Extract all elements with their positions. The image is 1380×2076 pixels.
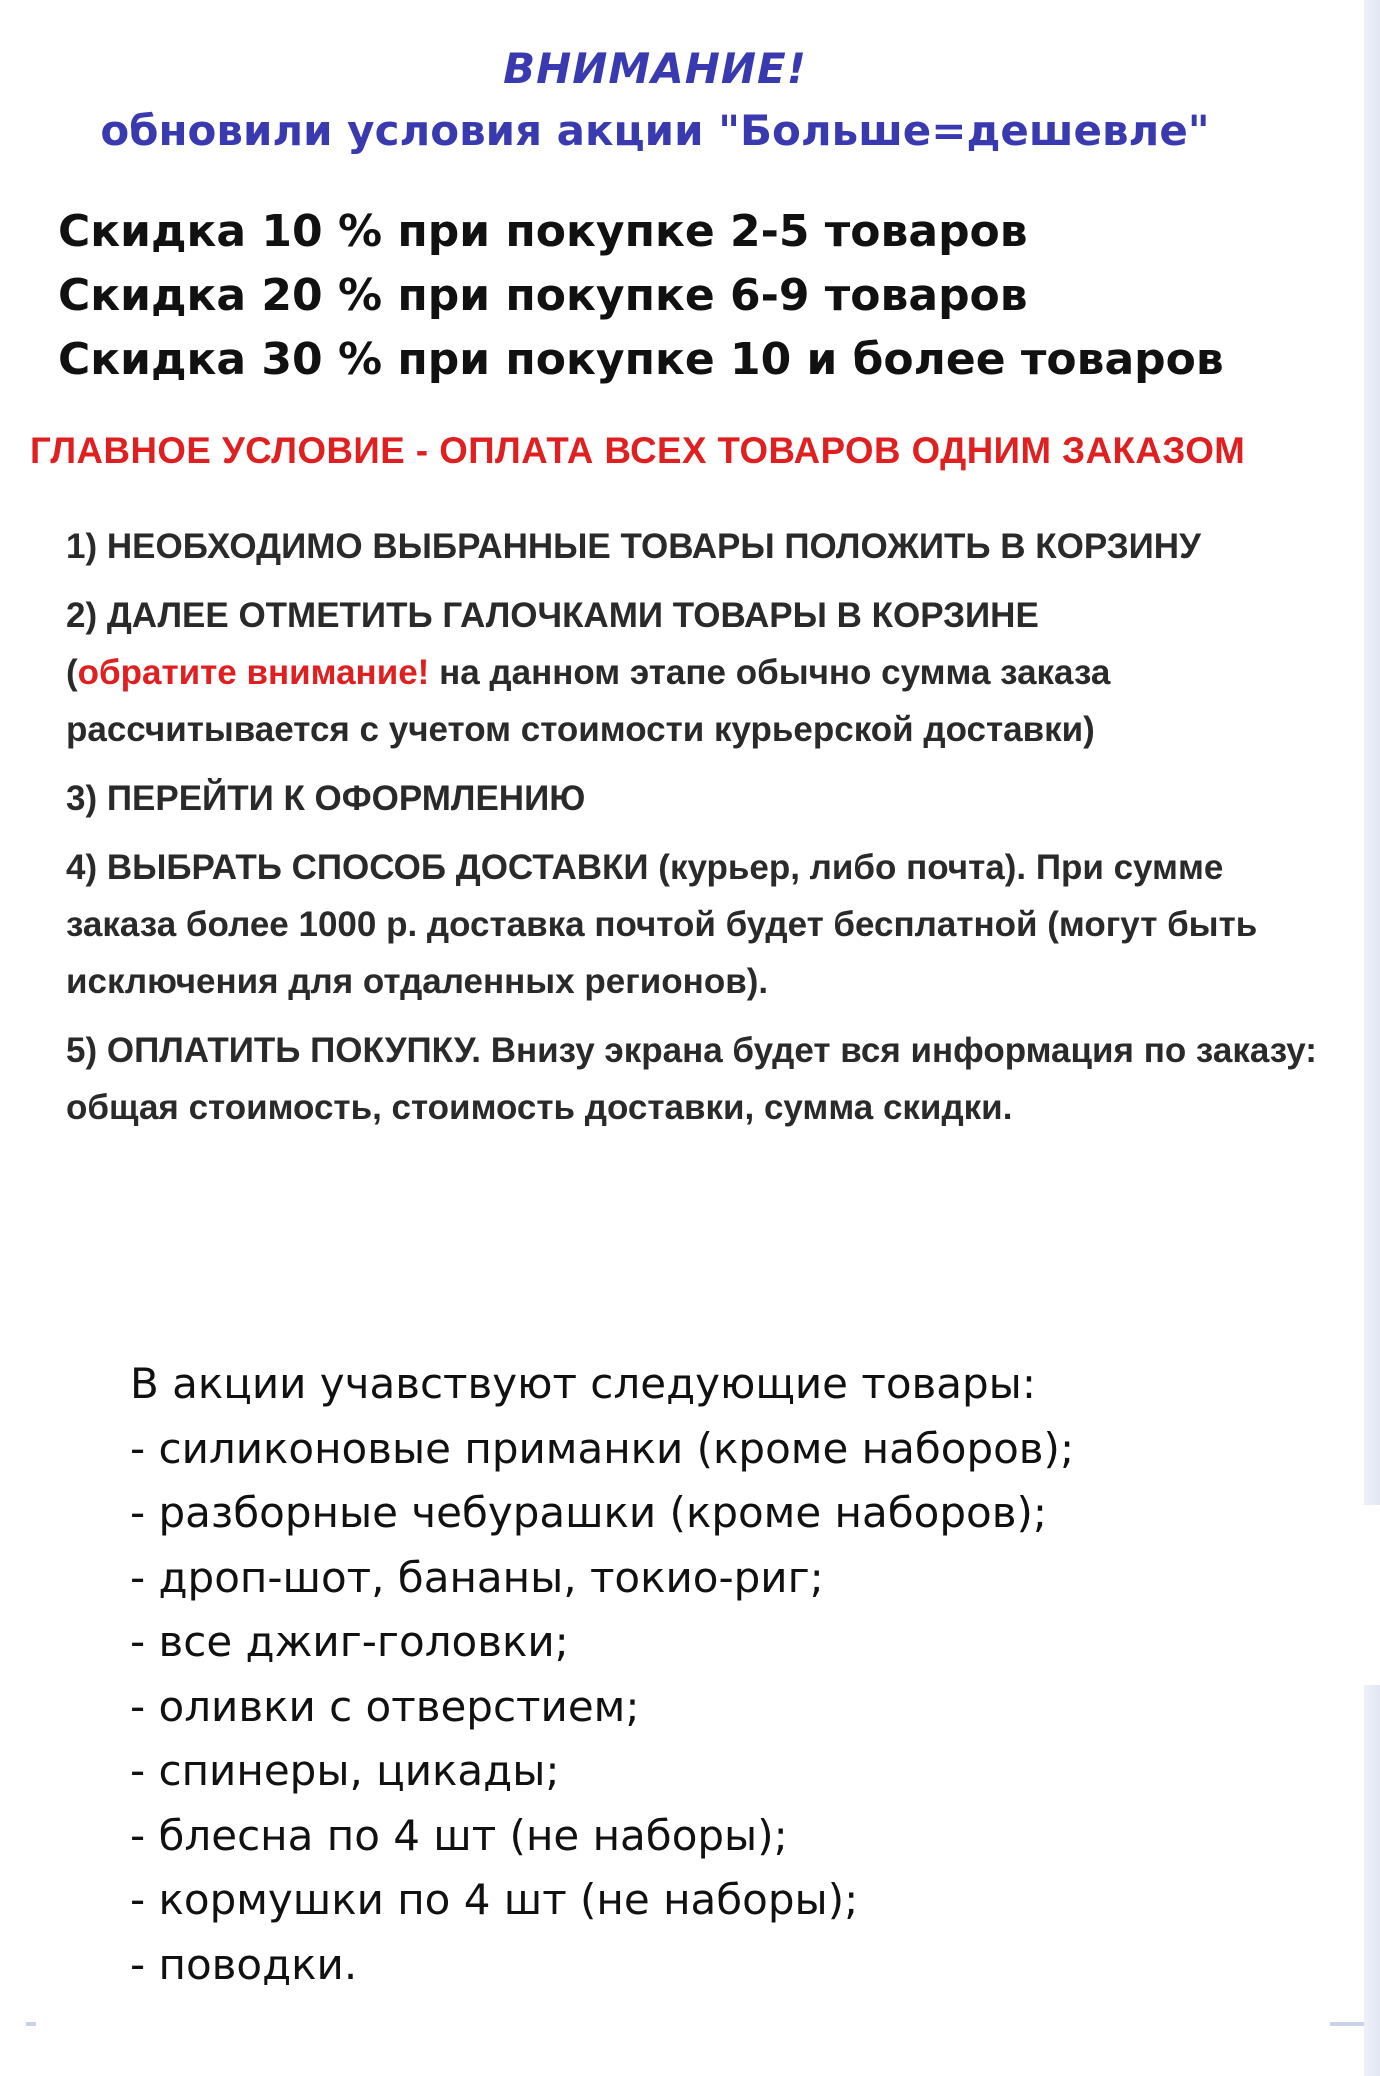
main-condition: ГЛАВНОЕ УСЛОВИЕ - ОПЛАТА ВСЕХ ТОВАРОВ ОДНИМ ЗАКАЗОМ [30,430,1246,471]
discount-line: Скидка 10 % при покупке 2-5 товаров [58,206,1028,257]
attention-title: ВНИМАНИЕ! [503,44,807,93]
step-4-text: (курьер, либо почта). При сумме заказа более 1000 р. доставка почтой будет бесплатной (могут быть исключения для отдаленных регионов). [66,848,1258,1001]
step-5 [66,1022,1336,1136]
product-item: - кормушки по 4 шт (не наборы); [130,1875,859,1924]
products-title: В акции учавствуют следующие товары: [130,1359,1036,1408]
step-2 [66,587,1336,758]
step-3: 3) ПЕРЕЙТИ К ОФОРМЛЕНИЮ [66,779,586,818]
product-item: - силиконовые приманки (кроме наборов); [130,1423,1075,1473]
updated-conditions: обновили условия акции "Больше=дешевле" [100,106,1210,155]
product-item: - блесна по 4 шт (не наборы); [130,1810,788,1860]
corner-dash-right [1330,2022,1364,2026]
step-5-title: 5) ОПЛАТИТЬ ПОКУПКУ. [66,1031,482,1070]
edge-gap [1364,1505,1380,1685]
product-item: - разборные чебурашки (кроме наборов); [130,1488,1047,1537]
step-2-title: 2) ДАЛЕЕ ОТМЕТИТЬ ГАЛОЧКАМИ ТОВАРЫ В КОРЗИНЕ [66,596,1039,635]
step-5-text: Внизу экрана будет вся информация по заказу: общая стоимость, стоимость доставки, сумма скидки. [66,1031,1317,1127]
discount-line: Скидка 30 % при покупке 10 и более товаров [58,334,1224,385]
product-item: - оливки с отверстием; [130,1681,640,1731]
step-4-title: 4) ВЫБРАТЬ СПОСОБ ДОСТАВКИ [66,848,649,887]
steps-list [66,518,1336,1148]
product-item: - дроп-шот, бананы, токио-риг; [130,1552,824,1602]
step-4 [66,839,1336,1010]
product-item: - поводки. [130,1939,358,1989]
step-2-warning: обратите внимание! [77,653,430,692]
product-item: - спинеры, цикады; [130,1746,560,1795]
products-block [130,1352,1310,1997]
step-2-paren: ( [66,653,78,692]
right-edge-strip [1364,0,1380,2076]
step-1: 1) НЕОБХОДИМО ВЫБРАННЫЕ ТОВАРЫ ПОЛОЖИТЬ В КОРЗИНУ [66,527,1201,566]
product-item: - все джиг-головки; [130,1617,569,1666]
discount-list [58,200,1224,392]
step-2-note: на данном этапе обычно сумма заказа рассчитывается с учетом стоимости курьерской доставки) [66,653,1111,749]
corner-dash-left [26,2022,36,2026]
discount-line: Скидка 20 % при покупке 6-9 товаров [58,270,1028,321]
